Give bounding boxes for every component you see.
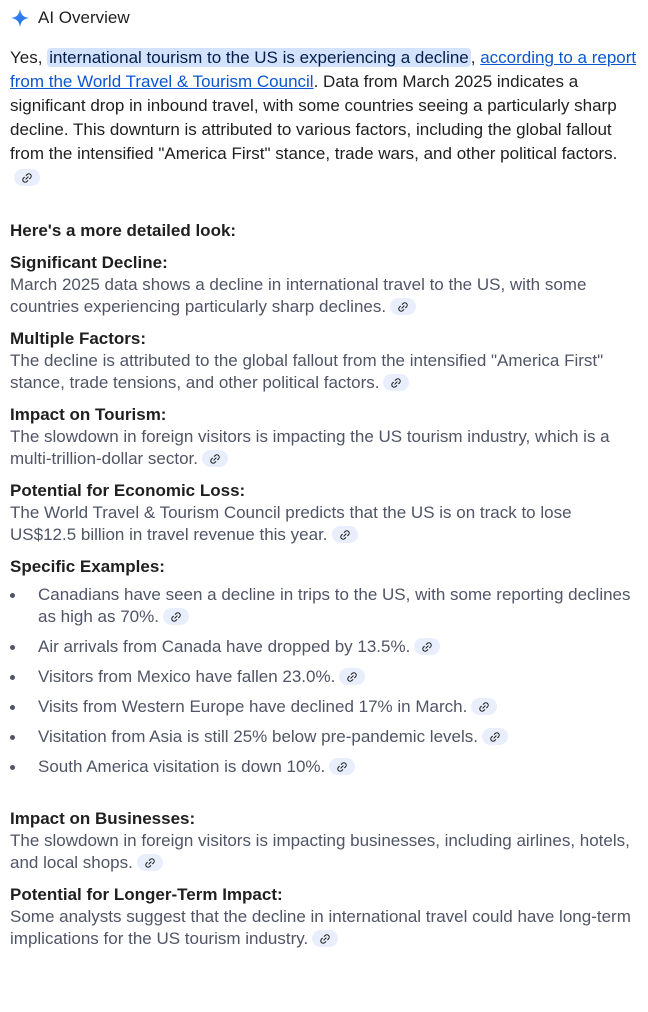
section-body	[10, 906, 638, 950]
section-title: Impact on Tourism:	[10, 405, 167, 424]
citation-link-icon[interactable]	[202, 450, 228, 467]
citation-link-icon[interactable]	[390, 298, 416, 315]
ai-overview-title: AI Overview	[38, 8, 130, 27]
intro-prefix: Yes,	[10, 48, 48, 67]
list-item-text: Visitors from Mexico have fallen 23.0%.	[38, 667, 336, 686]
intro-rest: . Data from March 2025 indicates a significant drop in inbound travel, with some countries seeing a particularly sharp decline. This downturn is attributed to various factors, including the global fallout from the intensified "America First" stance, trade wars, and other political factors.	[10, 72, 618, 163]
section-body	[10, 426, 638, 470]
list-item-text: South America visitation is down 10%.	[38, 757, 326, 776]
ai-overview-header	[10, 6, 638, 30]
section-body-text: The slowdown in foreign visitors is impacting businesses, including airlines, hotels, and local shops.	[10, 831, 630, 872]
section-body-text: March 2025 data shows a decline in international travel to the US, with some countries experiencing particularly sharp declines.	[10, 275, 587, 316]
section-body-text: The decline is attributed to the global fallout from the intensified "America First" stance, trade tensions, and other political factors.	[10, 351, 604, 392]
section-multiple-factors	[10, 328, 638, 394]
list-item	[10, 666, 638, 688]
section-title: Multiple Factors:	[10, 329, 147, 348]
section-title: Significant Decline:	[10, 253, 168, 272]
section-impact-on-businesses	[10, 808, 638, 874]
detail-lead: Here's a more detailed look:	[10, 221, 237, 240]
section-body	[10, 502, 638, 546]
citation-link-icon[interactable]	[14, 169, 40, 186]
list-item-text: Air arrivals from Canada have dropped by 13.5%.	[38, 637, 411, 656]
intro-highlight[interactable]: international tourism to the US is experiencing a decline	[49, 48, 469, 67]
intro-paragraph	[10, 46, 638, 190]
list-item-text: Visitation from Asia is still 25% below pre-pandemic levels.	[38, 727, 478, 746]
list-item	[10, 584, 638, 628]
section-title: Potential for Economic Loss:	[10, 481, 246, 500]
section-title: Potential for Longer-Term Impact:	[10, 885, 283, 904]
section-title: Specific Examples:	[10, 557, 165, 576]
list-item	[10, 696, 638, 718]
citation-link-icon[interactable]	[332, 526, 358, 543]
list-item	[10, 756, 638, 778]
citation-link-icon[interactable]	[471, 698, 497, 715]
citation-link-icon[interactable]	[339, 668, 365, 685]
spacer	[10, 788, 638, 808]
section-economic-loss	[10, 480, 638, 546]
citation-link-icon[interactable]	[137, 854, 163, 871]
section-specific-examples	[10, 556, 638, 778]
citation-link-icon[interactable]	[163, 608, 189, 625]
section-impact-on-tourism	[10, 404, 638, 470]
citation-link-icon[interactable]	[329, 758, 355, 775]
section-body-text: The World Travel & Tourism Council predicts that the US is on track to lose US$12.5 billion in travel revenue this year.	[10, 503, 572, 544]
list-item	[10, 636, 638, 658]
list-item	[10, 726, 638, 748]
citation-link-icon[interactable]	[383, 374, 409, 391]
citation-link-icon[interactable]	[482, 728, 508, 745]
section-body	[10, 274, 638, 318]
sparkle-icon	[10, 8, 30, 28]
citation-link-icon[interactable]	[414, 638, 440, 655]
section-significant-decline	[10, 252, 638, 318]
list-item-text: Canadians have seen a decline in trips to the US, with some reporting declines as high as 70%.	[38, 585, 631, 626]
section-body-text: The slowdown in foreign visitors is impacting the US tourism industry, which is a multi-trillion-dollar sector.	[10, 427, 610, 468]
section-title: Impact on Businesses:	[10, 809, 196, 828]
citation-link-icon[interactable]	[312, 930, 338, 947]
list-item-text: Visits from Western Europe have declined 17% in March.	[38, 697, 468, 716]
section-body-text: Some analysts suggest that the decline in international travel could have long-term implications for the US tourism industry.	[10, 907, 631, 948]
section-body	[10, 830, 638, 874]
section-longer-term-impact	[10, 884, 638, 950]
source-link[interactable]: according to a report from the World Travel & Tourism Council	[10, 48, 637, 91]
section-body	[10, 350, 638, 394]
intro-comma: ,	[470, 48, 481, 67]
examples-list	[10, 584, 638, 778]
